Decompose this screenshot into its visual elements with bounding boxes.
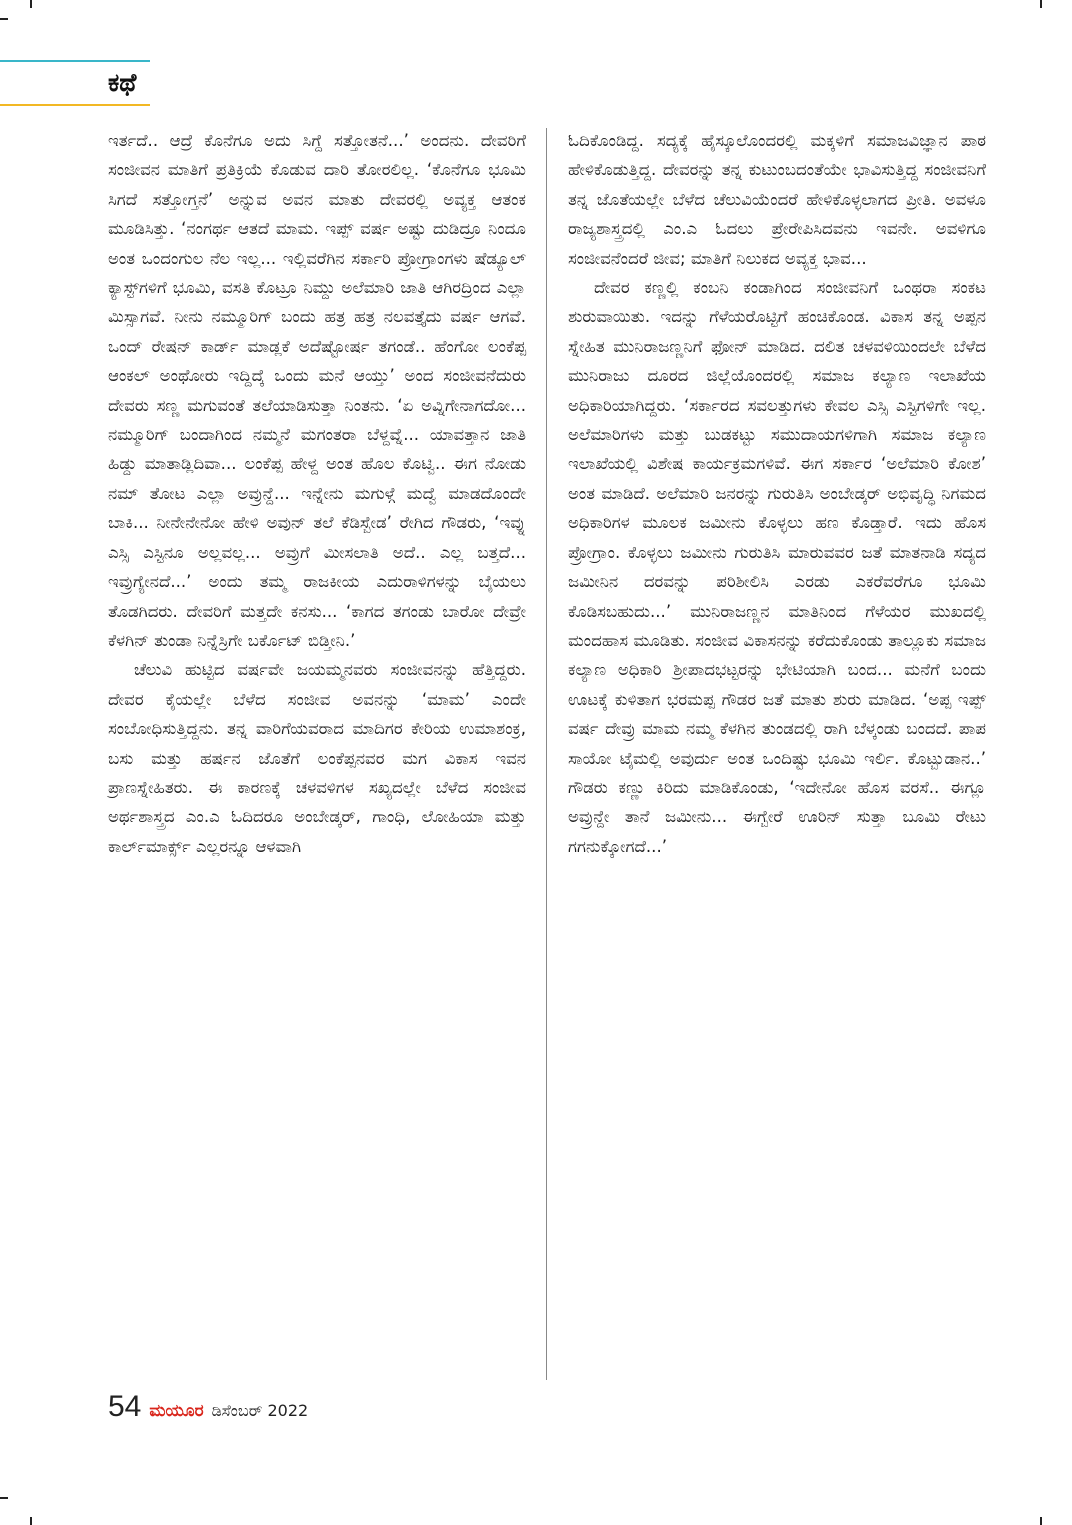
header-rule-teal bbox=[0, 60, 150, 62]
crop-mark-bottom-right bbox=[1040, 1517, 1042, 1525]
header-rule-yellow bbox=[0, 104, 150, 106]
paragraph: ಓದಿಕೊಂಡಿದ್ದ. ಸದ್ಯಕ್ಕೆ ಹೈಸ್ಕೂಲೊಂದರಲ್ಲಿ ಮಕ್ಕಳಿಗೆ ಸಮಾಜವಿಜ್ಞಾನ ಪಾಠ ಹೇಳಿಕೊಡುತ್ತಿದ್ದ. ದೇವರನ್ನು ತನ್ನ ಕುಟುಂಬದಂತೆಯೇ ಭಾವಿಸುತ್ತಿದ್ದ ಸಂಜೀವನಿಗೆ ತನ್ನ ಜೊತೆಯಲ್ಲೇ ಬೆಳೆದ ಚೆಲುವಿಯೆಂದರೆ ಹೇಳಿಕೊಳ್ಳಲಾಗದ ಪ್ರೀತಿ. ಅವಳೂ ರಾಜ್ಯಶಾಸ್ತ್ರದಲ್ಲಿ ಎಂ.ಎ ಓದಲು ಪ್ರೇರೇಪಿಸಿದವನು ಇವನೇ. ಅವಳಿಗೂ ಸಂಜೀವನೆಂದರೆ ಜೀವ; ಮಾತಿಗೆ ನಿಲುಕದ ಅವ್ಯಕ್ತ ಭಾವ... bbox=[568, 131, 986, 268]
crop-mark-top-right bbox=[1040, 0, 1042, 8]
article-column-right bbox=[568, 126, 986, 861]
paragraph: ಇರ್ತದೆ.. ಆದ್ರೆ ಕೊನೆಗೂ ಅದು ಸಿಗ್ದೆ ಸತ್ತೋತನೆ...’ ಅಂದನು. ದೇವರಿಗೆ ಸಂಜೀವನ ಮಾತಿಗೆ ಪ್ರತಿಕ್ರಿಯೆ ಕೊಡುವ ದಾರಿ ತೋರಲಿಲ್ಲ. ‘ಕೊನೆಗೂ ಭೂಮಿ ಸಿಗದೆ ಸತ್ತೋಗ್ತನೆ’ ಅನ್ನುವ ಅವನ ಮಾತು ದೇವರಲ್ಲಿ ಅವ್ಯಕ್ತ ಆತಂಕ ಮೂಡಿಸಿತ್ತು. ‘ನಂಗರ್ಥ ಆತದೆ ಮಾಮ. ಇಪ್ಪ್ ವರ್ಷ ಅಷ್ಟು ದುಡಿದ್ರೂ ನಿಂದೂ ಅಂತ ಒಂದಂಗುಲ ನೆಲ ಇಲ್ಲ... ಇಲ್ಲಿವರೆಗಿನ ಸರ್ಕಾರಿ ಪ್ರೋಗ್ರಾಂಗಳು ಷೆಡ್ಯೂಲ್ ಕ್ಯಾಸ್ಟ್‌ಗಳಿಗೆ ಭೂಮಿ, ವಸತಿ ಕೊಟ್ರೂ ನಿಮ್ದು ಅಲೆಮಾರಿ ಜಾತಿ ಆಗಿರದ್ರಿಂದ ಎಲ್ಲಾ ಮಿಸ್ಸಾಗವೆ. ನೀನು ನಮ್ಮೂರಿಗ್ ಬಂದು ಹತ್ರ ಹತ್ರ ನಲವತ್ತೈದು ವರ್ಷ ಆಗವೆ. ಒಂದ್ ರೇಷನ್ ಕಾರ್ಡ್ ಮಾಡ್ಲಕೆ ಅದೆಷ್ಟೋರ್ಷ ತಗಂಡೆ.. ಹೆಂಗೋ ಲಂಕೆಪ್ಪ ಆಂಕಲ್ ಅಂಥೋರು ಇದ್ದಿದ್ಕೆ ಒಂದು ಮನೆ ಆಯ್ತು’ ಅಂದ ಸಂಜೀವನೆದುರು ದೇವರು ಸಣ್ಣ ಮಗುವಂತೆ ತಲೆಯಾಡಿಸುತ್ತಾ ನಿಂತನು. ‘ಏ ಅವ್ನಿಗೇನಾಗದೋ... ನಮ್ಮೂರಿಗ್ ಬಂದಾಗಿಂದ ನಮ್ಮನೆ ಮಗಂತರಾ ಬೆಳ್ದವ್ನೆ... ಯಾವತ್ತಾನ ಜಾತಿ ಹಿಡ್ದು ಮಾತಾಡ್ಲಿದಿವಾ... ಲಂಕೆಪ್ಪ ಹೇಳ್ದ ಅಂತ ಹೊಲ ಕೊಟ್ವಿ.. ಈಗ ನೋಡು ನಮ್ ತೋಟ ಎಲ್ಲಾ ಅವ್ರುನ್ದೆ... ಇನ್ನೇನು ಮಗುಳ್ಗೆ ಮದ್ವೆ ಮಾಡದೊಂದೇ ಬಾಕಿ... ನೀನೇನೇನೋ ಹೇಳಿ ಅವುನ್ ತಲೆ ಕೆಡಿಸ್ಬೇಡ’ ರೇಗಿದ ಗೌಡರು, ‘ಇವ್ನು ಎಸ್ಸಿ ಎಸ್ಟಿನೂ ಅಲ್ಲವಲ್ಲ... ಅವ್ರುಗೆ ಮೀಸಲಾತಿ ಅದೆ.. ಎಲ್ಲ ಬತ್ತದೆ... ಇವ್ರುಗ್ಯೇನದೆ...’ ಅಂದು ತಮ್ಮ ರಾಜಕೀಯ ಎದುರಾಳಿಗಳನ್ನು ಬೈಯಲು ತೊಡಗಿದರು. ದೇವರಿಗೆ ಮತ್ತದೇ ಕನಸು... ‘ಕಾಗದ ತಗಂಡು ಬಾರೋ ದೇವ್ರೇ ಕೆಳಗಿನ್ ತುಂಡಾ ನಿನ್ನೆಸ್ರಿಗೇ ಬರ್ಕೊಟ್ ಬಿಡ್ತೀನಿ.’ bbox=[108, 131, 526, 650]
paragraph: ಚೆಲುವಿ ಹುಟ್ಟಿದ ವರ್ಷವೇ ಜಯಮ್ಮನವರು ಸಂಜೀವನನ್ನು ಹೆತ್ತಿದ್ದರು. ದೇವರ ಕೈಯಲ್ಲೇ ಬೆಳೆದ ಸಂಜೀವ ಅವನನ್ನು ‘ಮಾಮ’ ಎಂದೇ ಸಂಬೋಧಿಸುತ್ತಿದ್ದನು. ತನ್ನ ವಾರಿಗೆಯವರಾದ ಮಾದಿಗರ ಕೇರಿಯ ಉಮಾಶಂಕ್ರ, ಬಸು ಮತ್ತು ಹರ್ಷನ ಜೊತೆಗೆ ಲಂಕೆಪ್ಪನವರ ಮಗ ವಿಕಾಸ ಇವನ ಪ್ರಾಣಸ್ನೇಹಿತರು. ಈ ಕಾರಣಕ್ಕೆ ಚಳವಳಿಗಳ ಸಖ್ಯದಲ್ಲೇ ಬೆಳೆದ ಸಂಜೀವ ಅರ್ಥಶಾಸ್ತ್ರದ ಎಂ.ಎ ಓದಿದರೂ ಅಂಬೇಡ್ಕರ್, ಗಾಂಧಿ, ಲೋಹಿಯಾ ಮತ್ತು ಕಾರ್ಲ್‌ಮಾರ್ಕ್ಸ್ ಎಲ್ಲರನ್ನೂ ಆಳವಾಗಿ bbox=[108, 660, 526, 856]
page-footer bbox=[108, 1390, 308, 1424]
section-title: ಕಥೆ bbox=[108, 68, 137, 97]
column-divider bbox=[546, 128, 547, 1380]
crop-mark-left-upper bbox=[0, 18, 8, 20]
issue-date: ಡಿಸೆಂಬರ್ 2022 bbox=[211, 1401, 309, 1420]
crop-mark-left-lower bbox=[0, 1497, 8, 1499]
article-column-left bbox=[108, 126, 526, 861]
crop-mark-bottom-left bbox=[30, 1517, 32, 1525]
crop-mark-top-left bbox=[30, 0, 32, 8]
page-number: 54 bbox=[108, 1390, 142, 1423]
paragraph: ದೇವರ ಕಣ್ಣಲ್ಲಿ ಕಂಬನಿ ಕಂಡಾಗಿಂದ ಸಂಜೀವನಿಗೆ ಒಂಥರಾ ಸಂಕಟ ಶುರುವಾಯಿತು. ಇದನ್ನು ಗೆಳೆಯರೊಟ್ಟಿಗೆ ಹಂಚಿಕೊಂಡ. ವಿಕಾಸ ತನ್ನ ಅಪ್ಪನ ಸ್ನೇಹಿತ ಮುನಿರಾಜಣ್ಣನಿಗೆ ಫೋನ್ ಮಾಡಿದ. ದಲಿತ ಚಳವಳಿಯಿಂದಲೇ ಬೆಳೆದ ಮುನಿರಾಜು ದೂರದ ಜಿಲ್ಲೆಯೊಂದರಲ್ಲಿ ಸಮಾಜ ಕಲ್ಯಾಣ ಇಲಾಖೆಯ ಅಧಿಕಾರಿಯಾಗಿದ್ದರು. ‘ಸರ್ಕಾರದ ಸವಲತ್ತುಗಳು ಕೇವಲ ಎಸ್ಸಿ ಎಸ್ಟಿಗಳಿಗೇ ಇಲ್ಲ. ಅಲೆಮಾರಿಗಳು ಮತ್ತು ಬುಡಕಟ್ಟು ಸಮುದಾಯಗಳಿಗಾಗಿ ಸಮಾಜ ಕಲ್ಯಾಣ ಇಲಾಖೆಯಲ್ಲಿ ವಿಶೇಷ ಕಾರ್ಯಕ್ರಮಗಳಿವೆ. ಈಗ ಸರ್ಕಾರ ‘ಅಲೆಮಾರಿ ಕೋಶ’ ಅಂತ ಮಾಡಿದೆ. ಅಲೆಮಾರಿ ಜನರನ್ನು ಗುರುತಿಸಿ ಅಂಬೇಡ್ಕರ್ ಅಭಿವೃದ್ಧಿ ನಿಗಮದ ಅಧಿಕಾರಿಗಳ ಮೂಲಕ ಜಮೀನು ಕೊಳ್ಳಲು ಹಣ ಕೊಡ್ತಾರೆ. ಇದು ಹೊಸ ಪ್ರೋಗ್ರಾಂ. ಕೊಳ್ಳಲು ಜಮೀನು ಗುರುತಿಸಿ ಮಾರುವವರ ಜತೆ ಮಾತನಾಡಿ ಸದ್ಯದ ಜಮೀನಿನ ದರವನ್ನು ಪರಿಶೀಲಿಸಿ ಎರಡು ಎಕರೆವರೆಗೂ ಭೂಮಿ ಕೊಡಿಸಬಹುದು...’ ಮುನಿರಾಜಣ್ಣನ ಮಾತಿನಿಂದ ಗೆಳೆಯರ ಮುಖದಲ್ಲಿ ಮಂದಹಾಸ ಮೂಡಿತು. ಸಂಜೀವ ವಿಕಾಸನನ್ನು ಕರೆದುಕೊಂಡು ತಾಲ್ಲೂಕು ಸಮಾಜ ಕಲ್ಯಾಣ ಅಧಿಕಾರಿ ಶ್ರೀಪಾದಭಟ್ಟರನ್ನು ಭೇಟಿಯಾಗಿ ಬಂದ... ಮನೆಗೆ ಬಂದು ಊಟಕ್ಕೆ ಕುಳಿತಾಗ ಭರಮಪ್ಪ ಗೌಡರ ಜತೆ ಮಾತು ಶುರು ಮಾಡಿದ. ‘ಅಪ್ಪ ಇಪ್ಪ್ ವರ್ಷ ದೇವ್ರು ಮಾಮ ನಮ್ಮ ಕೆಳಗಿನ ತುಂಡದಲ್ಲಿ ರಾಗಿ ಬೆಳ್ಕಂಡು ಬಂದದೆ. ಪಾಪ ಸಾಯೋ ಟೈಮಲ್ಲಿ ಅವುರ್ದು ಅಂತ ಒಂದಿಷ್ಟು ಭೂಮಿ ಇರ್ಲಿ. ಕೊಟ್ಬುಡಾನ..’ ಗೌಡರು ಕಣ್ಣು ಕಿರಿದು ಮಾಡಿಕೊಂಡು, ‘ಇದೇನೋ ಹೊಸ ವರಸೆ.. ಈಗ್ಲೂ ಅವ್ರುನ್ದೇ ತಾನೆ ಜಮೀನು... ಈಗ್ಬೇರೆ ಊರಿನ್ ಸುತ್ತಾ ಬೂಮಿ ರೇಟು ಗಗನುಕ್ಕೋಗದೆ...’ bbox=[568, 278, 986, 856]
magazine-logo: ಮಯೂರ bbox=[149, 1401, 204, 1421]
